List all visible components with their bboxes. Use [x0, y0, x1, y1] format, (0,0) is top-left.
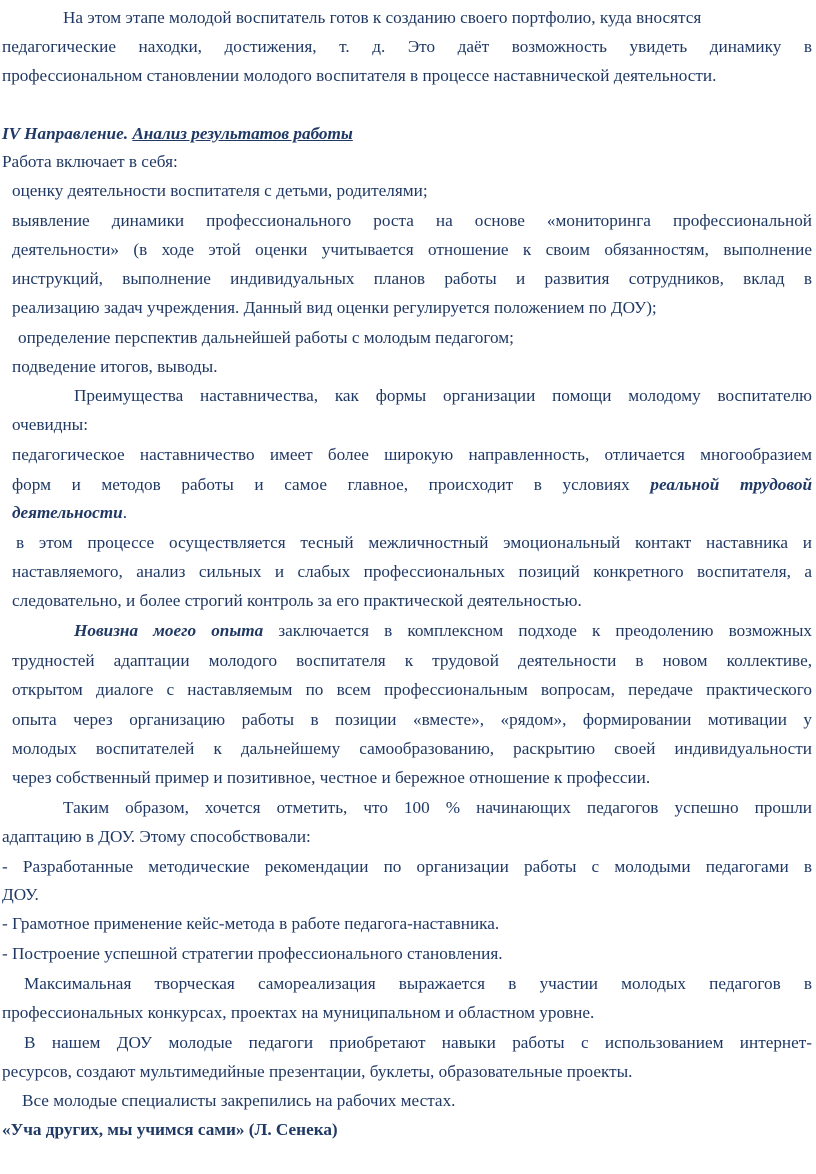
text-line: педагогические находки, достижения, т. д. Это даёт возможность увидеть динамику в: [2, 37, 812, 56]
text-line: в этом процессе осуществляется тесный межличностный эмоциональный контакт наставника и: [16, 533, 812, 552]
text-line: Все молодые специалисты закрепились на рабочих местах.: [22, 1091, 456, 1110]
text-line: наставляемого, анализ сильных и слабых профессиональных позиций конкретного воспитателя, а: [12, 562, 812, 581]
text-fragment: .: [122, 503, 128, 522]
list-item: подведение итогов, выводы.: [12, 357, 218, 376]
text-line: [12, 503, 127, 523]
text-line: выявление динамики профессионального роста на основе «мониторинга профессиональной: [12, 211, 812, 230]
text-line: [74, 621, 812, 641]
list-item: оценку деятельности воспитателя с детьми, родителями;: [12, 181, 428, 200]
text-line: - Разработанные методические рекомендации по организации работы с молодыми педагогами в: [2, 857, 812, 876]
text-line: открытом диалоге с наставляемым по всем профессиональным вопросам, передаче практического: [12, 680, 812, 699]
text-line: - Грамотное применение кейс-метода в работе педагога-наставника.: [2, 914, 500, 933]
text-line: - Построение успешной стратегии профессионального становления.: [2, 944, 503, 963]
text-line: опыта через организацию работы в позиции «вместе», «рядом», формировании мотивации у: [12, 710, 812, 729]
section-heading: [2, 124, 353, 144]
emphasis: деятельности: [12, 503, 123, 522]
text-line: [12, 475, 812, 495]
text-line: Максимальная творческая самореализация выражается в участии молодых педагогов в: [24, 974, 812, 993]
section-intro: Работа включает в себя:: [2, 152, 178, 171]
text-line: молодых воспитателей к дальнейшему самообразованию, раскрытию своей индивидуальности: [12, 739, 812, 758]
text-line: ресурсов, создают мультимедийные презентации, буклеты, образовательные проекты.: [2, 1062, 633, 1081]
section-prefix: IV Направление.: [2, 124, 129, 143]
text-line: В нашем ДОУ молодые педагоги приобретают навыки работы с использованием интернет-: [24, 1033, 812, 1052]
text-fragment: заключается в комплексном подходе к преодолению возможных: [278, 621, 812, 640]
section-title: Анализ результатов работы: [132, 124, 353, 143]
text-line: реализацию задач учреждения. Данный вид оценки регулируется положением по ДОУ);: [12, 298, 657, 317]
text-fragment: форм и методов работы и самое главное, происходит в условиях: [12, 475, 630, 494]
text-line: следовательно, и более строгий контроль за его практической деятельностью.: [12, 591, 582, 610]
text-line: адаптацию в ДОУ. Этому способствовали:: [2, 827, 311, 846]
text-line: инструкций, выполнение индивидуальных планов работы и развития сотрудников, вклад в: [12, 269, 812, 288]
text-line: профессиональном становлении молодого воспитателя в процессе наставнической деятельности.: [2, 66, 717, 85]
text-line: Преимущества наставничества, как формы организации помощи молодому воспитателю: [74, 386, 812, 405]
text-line: педагогическое наставничество имеет более широкую направленность, отличается многообразием: [12, 445, 812, 464]
text-line: очевидны:: [12, 415, 89, 434]
list-item: определение перспектив дальнейшей работы с молодым педагогом;: [18, 328, 514, 347]
text-line: трудностей адаптации молодого воспитателя к трудовой деятельности в новом коллективе,: [12, 651, 812, 670]
emphasis: реальной трудовой: [650, 475, 813, 494]
text-line: На этом этапе молодой воспитатель готов к созданию своего портфолио, куда вносятся: [63, 8, 702, 27]
text-line: Таким образом, хочется отметить, что 100 % начинающих педагогов успешно прошли: [63, 798, 812, 817]
closing-quote: «Уча других, мы учимся сами» (Л. Сенека): [2, 1120, 338, 1139]
text-line: профессиональных конкурсах, проектах на муниципальном и областном уровне.: [2, 1003, 595, 1022]
emphasis: Новизна моего опыта: [74, 621, 264, 640]
text-line: деятельности» (в ходе этой оценки учитывается отношение к своим обязанностям, выполнение: [12, 240, 812, 259]
text-line: через собственный пример и позитивное, честное и бережное отношение к профессии.: [12, 768, 651, 787]
text-line: ДОУ.: [2, 885, 39, 904]
